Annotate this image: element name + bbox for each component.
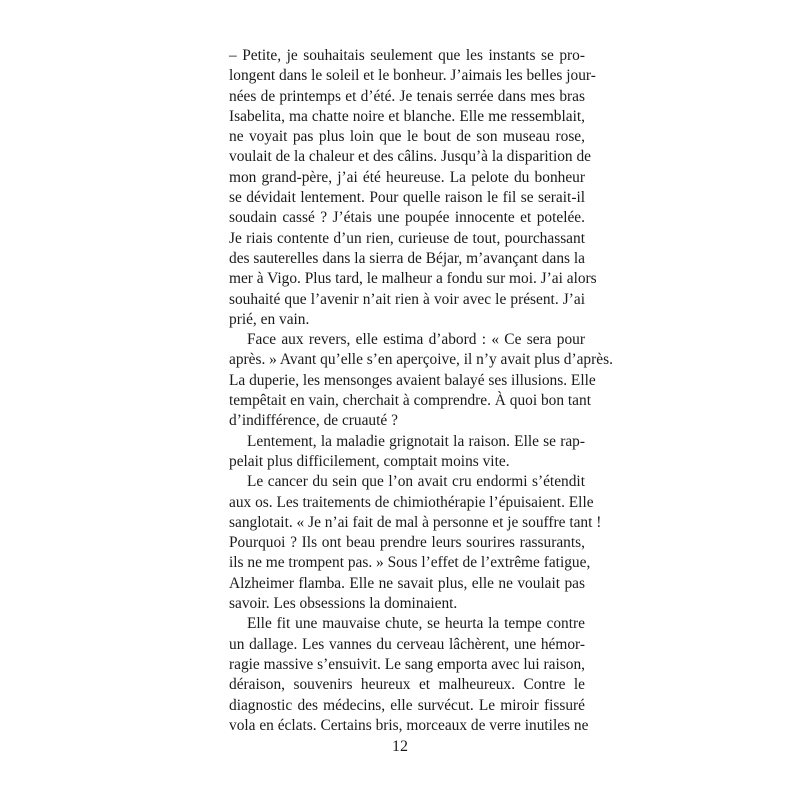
paragraph (229, 472, 602, 614)
text-line: vola en éclats. Certains bris, morceaux de verre inutiles ne (229, 716, 589, 734)
text-line: Elle fit une mauvaise chute, se heurta la tempe contre (247, 615, 585, 633)
paragraph (229, 330, 613, 431)
text-line: longent dans le soleil et le bonheur. J’aimais les belles jour- (229, 67, 596, 85)
text-line: La duperie, les mensonges avaient balayé ses illusions. Elle (229, 371, 596, 389)
text-line: Lentement, la maladie grignotait la raison. Elle se rap- (247, 432, 585, 450)
text-line: Alzheimer flamba. Elle ne savait plus, elle ne voulait pas (229, 574, 585, 592)
text-line: ne voyait pas plus loin que le bout de son museau rose, (229, 128, 585, 146)
text-line: Face aux revers, elle estima d’abord : « Ce sera pour (247, 331, 585, 349)
text-line: un dallage. Les vannes du cerveau lâchèrent, une hémor- (229, 635, 585, 653)
text-line: aux os. Les traitements de chimiothérapie l’épuisaient. Elle (229, 493, 594, 511)
text-line: des sauterelles dans la sierra de Béjar, m’avançant dans la (229, 249, 585, 267)
page-number: 12 (392, 738, 408, 755)
text-line: déraison, souvenirs heureux et malheureux. Contre le (229, 676, 585, 694)
text-line: nées de printemps et d’été. Je tenais serrée dans mes bras (229, 87, 585, 105)
body-text (229, 46, 613, 736)
text-line: tempêtait en vain, cherchait à comprendre. À quoi bon tant (229, 392, 591, 410)
text-line: prié, en vain. (229, 310, 310, 328)
text-line: après. » Avant qu’elle s’en aperçoive, il n’y avait plus d’après. (229, 351, 613, 369)
text-line: Je riais contente d’un rien, curieuse de tout, pourchassant (229, 229, 585, 247)
text-line: mon grand-père, j’ai été heureuse. La pelote du bonheur (229, 168, 585, 186)
text-line: pelait plus difficilement, comptait moins vite. (229, 452, 510, 470)
text-line: Le cancer du sein que l’on avait cru endormi s’étendit (247, 473, 585, 491)
paragraph (229, 432, 585, 473)
text-line: mer à Vigo. Plus tard, le malheur a fondu sur moi. J’ai alors (229, 270, 597, 288)
paragraph (229, 46, 597, 330)
text-line: voulait de la chaleur et des câlins. Jusqu’à la disparition de (229, 148, 591, 166)
text-line: se dévidait lentement. Pour quelle raison le fil se serait-il (229, 189, 585, 207)
text-line: ragie massive s’ensuivit. Le sang emporta avec lui raison, (229, 655, 585, 673)
text-line: Isabelita, ma chatte noire et blanche. Elle me ressemblait, (229, 107, 585, 125)
text-line: d’indifférence, de cruauté ? (229, 412, 398, 430)
text-line: sanglotait. « Je n’ai fait de mal à personne et je souffre tant ! (229, 513, 602, 531)
text-line: ils ne me trompent pas. » Sous l’effet de l’extrême fatigue, (229, 554, 591, 572)
paragraph (229, 614, 589, 736)
text-line: souhaité que l’avenir n’ait rien à voir avec le présent. J’ai (229, 290, 585, 308)
text-line: soudain cassé ? J’étais une poupée innocente et potelée. (229, 209, 585, 227)
text-line: – Petite, je souhaitais seulement que les instants se pro- (229, 47, 585, 64)
text-line: diagnostic des médecins, elle survécut. Le miroir fissuré (229, 696, 585, 714)
text-line: Pourquoi ? Ils ont beau prendre leurs sourires rassurants, (229, 534, 585, 552)
text-line: savoir. Les obsessions la dominaient. (229, 595, 458, 613)
